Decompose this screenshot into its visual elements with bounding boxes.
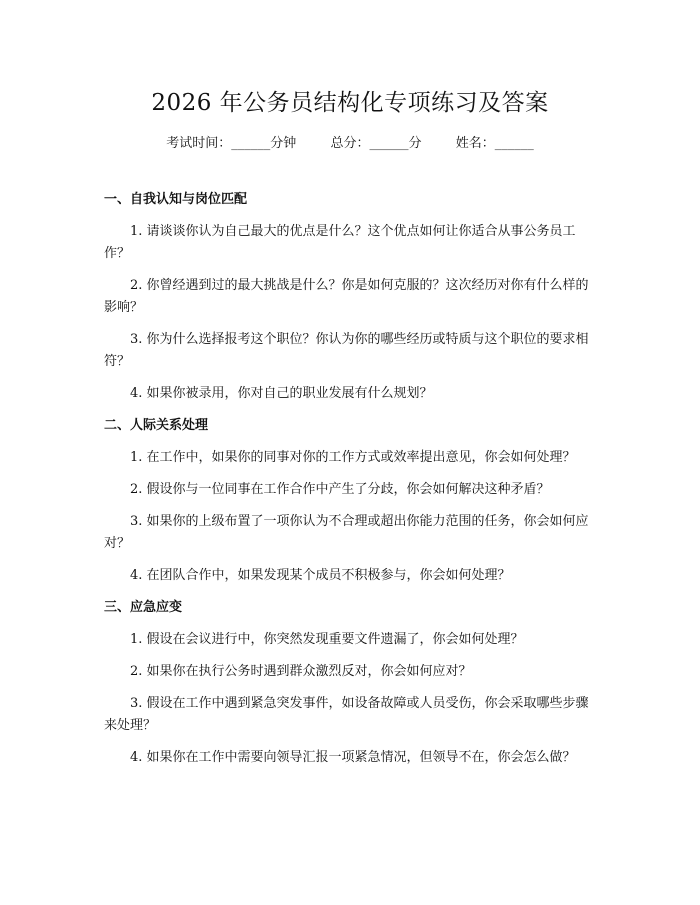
question-item: 4. 如果你被录用，你对自己的职业发展有什么规划？ [130,386,433,401]
question-item: 1. 假设在会议进行中，你突然发现重要文件遗漏了，你会如何处理？ [130,632,524,647]
question-item: 2. 你曾经遇到过的最大挑战是什么？你是如何克服的？这次经历对你有什么样的影响？ [104,278,589,315]
question-item: 1. 请谈谈你认为自己最大的优点是什么？这个优点如何让你适合从事公务员工作？ [104,224,576,261]
exam-time-field: 考试时间：______分钟 [166,136,297,151]
section-emergency-response [104,597,594,769]
question-item: 2. 假设你与一位同事在工作合作中产生了分歧，你会如何解决这种矛盾？ [130,482,550,497]
question-item: 4. 如果你在工作中需要向领导汇报一项紧急情况，但领导不在，你会怎么做？ [130,750,576,765]
question-item: 2. 如果你在执行公务时遇到群众激烈反对，你会如何应对？ [130,664,472,679]
question-item: 1. 在工作中，如果你的同事对你的工作方式或效率提出意见，你会如何处理？ [130,450,576,465]
question-item: 3. 你为什么选择报考这个职位？你认为你的哪些经历或特质与这个职位的要求相符？ [104,332,589,369]
section-title: 二、人际关系处理 [104,418,209,433]
document-title: 2026 年公务员结构化专项练习及答案 [151,90,549,116]
question-item: 3. 假设在工作中遇到紧急突发事件，如设备故障或人员受伤，你会采取哪些步骤来处理？ [104,696,589,733]
section-interpersonal [104,415,594,587]
section-title: 一、自我认知与岗位匹配 [104,192,248,207]
total-score-field: 总分：______分 [330,136,422,151]
question-item: 4. 在团队合作中，如果发现某个成员不积极参与，你会如何处理？ [130,568,511,583]
name-field: 姓名：______ [455,136,534,151]
question-content [104,185,594,779]
section-title: 三、应急应变 [104,600,183,615]
section-self-awareness [104,189,594,405]
exam-meta-line [0,132,700,151]
question-item: 3. 如果你的上级布置了一项你认为不合理或超出你能力范围的任务，你会如何应对？ [104,514,589,551]
